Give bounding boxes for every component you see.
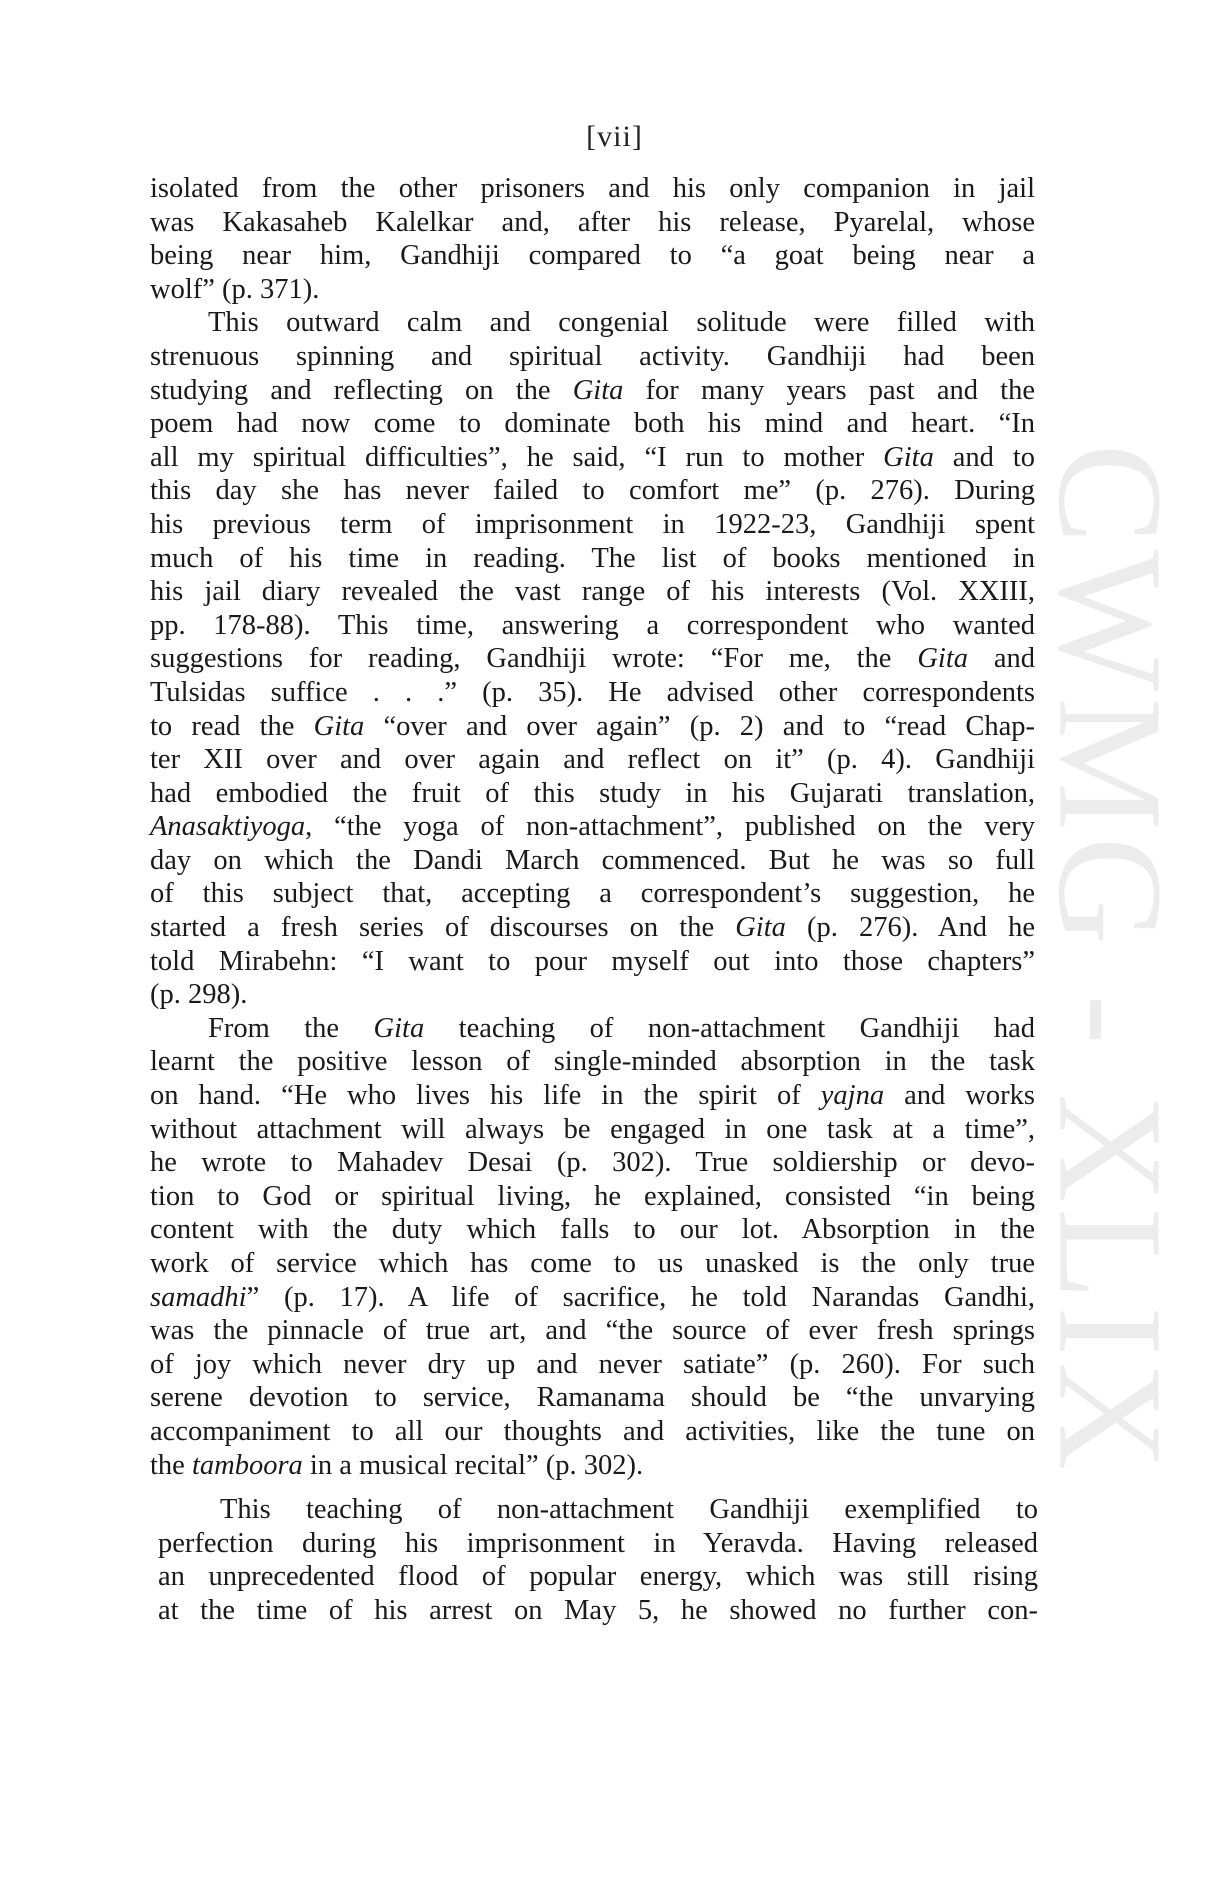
text-line: content with the duty which falls to our lot. Absorption in the bbox=[150, 1214, 1035, 1246]
text-line: much of his time in reading. The list of books mentioned in bbox=[150, 542, 1035, 574]
text-line: the tamboora in a musical recital” (p. 302). bbox=[150, 1449, 644, 1481]
text-line: This outward calm and congenial solitude were filled with bbox=[208, 307, 1035, 339]
italic-term: yajna bbox=[820, 1080, 885, 1112]
italic-term: Anasaktiyoga bbox=[150, 811, 306, 843]
text-line: ter XII over and over again and reflect on it” (p. 4). Gandhiji bbox=[150, 744, 1035, 776]
text-line: an unprecedented flood of popular energy, which was still rising bbox=[158, 1561, 1038, 1593]
text-line: without attachment will always be engaged in one task at a time”, bbox=[150, 1113, 1035, 1145]
main-text-continued bbox=[158, 1493, 1038, 1627]
watermark-text: CWMG - XLIX bbox=[1027, 443, 1194, 1477]
text-line: was Kakasaheb Kalelkar and, after his release, Pyarelal, whose bbox=[150, 206, 1035, 238]
text-line: accompaniment to all our thoughts and activities, like the tune on bbox=[150, 1415, 1035, 1447]
text-line: told Mirabehn: “I want to pour myself out into those chapters” bbox=[150, 945, 1035, 977]
italic-term: samadhi bbox=[150, 1281, 247, 1313]
text-line: started a fresh series of discourses on the Gita (p. 276). And he bbox=[150, 912, 1035, 944]
italic-term: Gita bbox=[313, 710, 365, 742]
paragraph bbox=[150, 1012, 1035, 1482]
italic-term: Gita bbox=[373, 1012, 425, 1044]
text-line: This teaching of non-attachment Gandhiji exemplified to bbox=[220, 1494, 1038, 1525]
text-line: of joy which never dry up and never satiate” (p. 260). For such bbox=[150, 1348, 1035, 1380]
main-text bbox=[150, 172, 1035, 1482]
italic-term: Gita bbox=[572, 374, 624, 406]
italic-term: Gita bbox=[917, 643, 968, 675]
paragraph bbox=[150, 306, 1035, 1011]
text-line: (p. 298). bbox=[150, 979, 248, 1011]
text-line: on hand. “He who lives his life in the spirit of yajna and works bbox=[150, 1080, 1035, 1112]
text-line: perfection during his imprisonment in Yeravda. Having released bbox=[158, 1527, 1038, 1559]
text-line: studying and reflecting on the Gita for many years past and the bbox=[150, 374, 1035, 406]
text-line: of this subject that, accepting a correspondent’s suggestion, he bbox=[150, 878, 1035, 910]
text-line: Tulsidas suffice . . .” (p. 35). He advised other correspondents bbox=[150, 676, 1035, 708]
text-line: work of service which has come to us unasked is the only true bbox=[150, 1248, 1035, 1279]
text-line: had embodied the fruit of this study in his Gujarati translation, bbox=[150, 777, 1035, 809]
text-line: at the time of his arrest on May 5, he showed no further con- bbox=[158, 1594, 1038, 1626]
text-line: learnt the positive lesson of single-minded absorption in the task bbox=[150, 1046, 1035, 1078]
text-line: poem had now come to dominate both his mind and heart. “In bbox=[150, 408, 1035, 440]
text-line: strenuous spinning and spiritual activity. Gandhiji had been bbox=[150, 340, 1035, 372]
paragraph bbox=[150, 172, 1035, 306]
text-line: serene devotion to service, Ramanama should be “the unvarying bbox=[150, 1382, 1035, 1414]
text-line: his jail diary revealed the vast range of his interests (Vol. XXIII, bbox=[150, 576, 1035, 608]
text-line: pp. 178-88). This time, answering a correspondent who wanted bbox=[150, 609, 1035, 641]
text-line: Anasaktiyoga, “the yoga of non-attachment”, published on the very bbox=[150, 811, 1035, 843]
italic-term: Gita bbox=[883, 441, 934, 473]
text-line: From the Gita teaching of non-attachment Gandhiji had bbox=[208, 1012, 1035, 1044]
text-line: tion to God or spiritual living, he explained, consisted “in being bbox=[150, 1180, 1035, 1212]
page-number: [vii] bbox=[586, 120, 643, 153]
italic-term: Gita bbox=[735, 912, 786, 944]
text-line: samadhi” (p. 17). A life of sacrifice, he told Narandas Gandhi, bbox=[150, 1281, 1035, 1313]
text-line: suggestions for reading, Gandhiji wrote: “For me, the Gita and bbox=[150, 643, 1036, 675]
watermark bbox=[1010, 440, 1210, 1480]
text-line: his previous term of imprisonment in 1922-23, Gandhiji spent bbox=[150, 508, 1035, 540]
text-line: to read the Gita “over and over again” (p. 2) and to “read Chap- bbox=[150, 710, 1035, 742]
text-line: all my spiritual difficulties”, he said, “I run to mother Gita and to bbox=[150, 441, 1035, 473]
text-line: isolated from the other prisoners and his only companion in jail bbox=[150, 173, 1035, 204]
text-line: this day she has never failed to comfort me” (p. 276). During bbox=[150, 475, 1035, 507]
text-line: day on which the Dandi March commenced. But he was so full bbox=[150, 844, 1035, 876]
text-line: was the pinnacle of true art, and “the source of ever fresh springs bbox=[150, 1315, 1035, 1347]
italic-term: tamboora bbox=[191, 1449, 303, 1481]
text-line: wolf” (p. 371). bbox=[150, 273, 320, 305]
paragraph bbox=[158, 1493, 1038, 1627]
text-line: being near him, Gandhiji compared to “a goat being near a bbox=[150, 240, 1035, 272]
text-line: he wrote to Mahadev Desai (p. 302). True soldiership or devo- bbox=[150, 1147, 1035, 1179]
